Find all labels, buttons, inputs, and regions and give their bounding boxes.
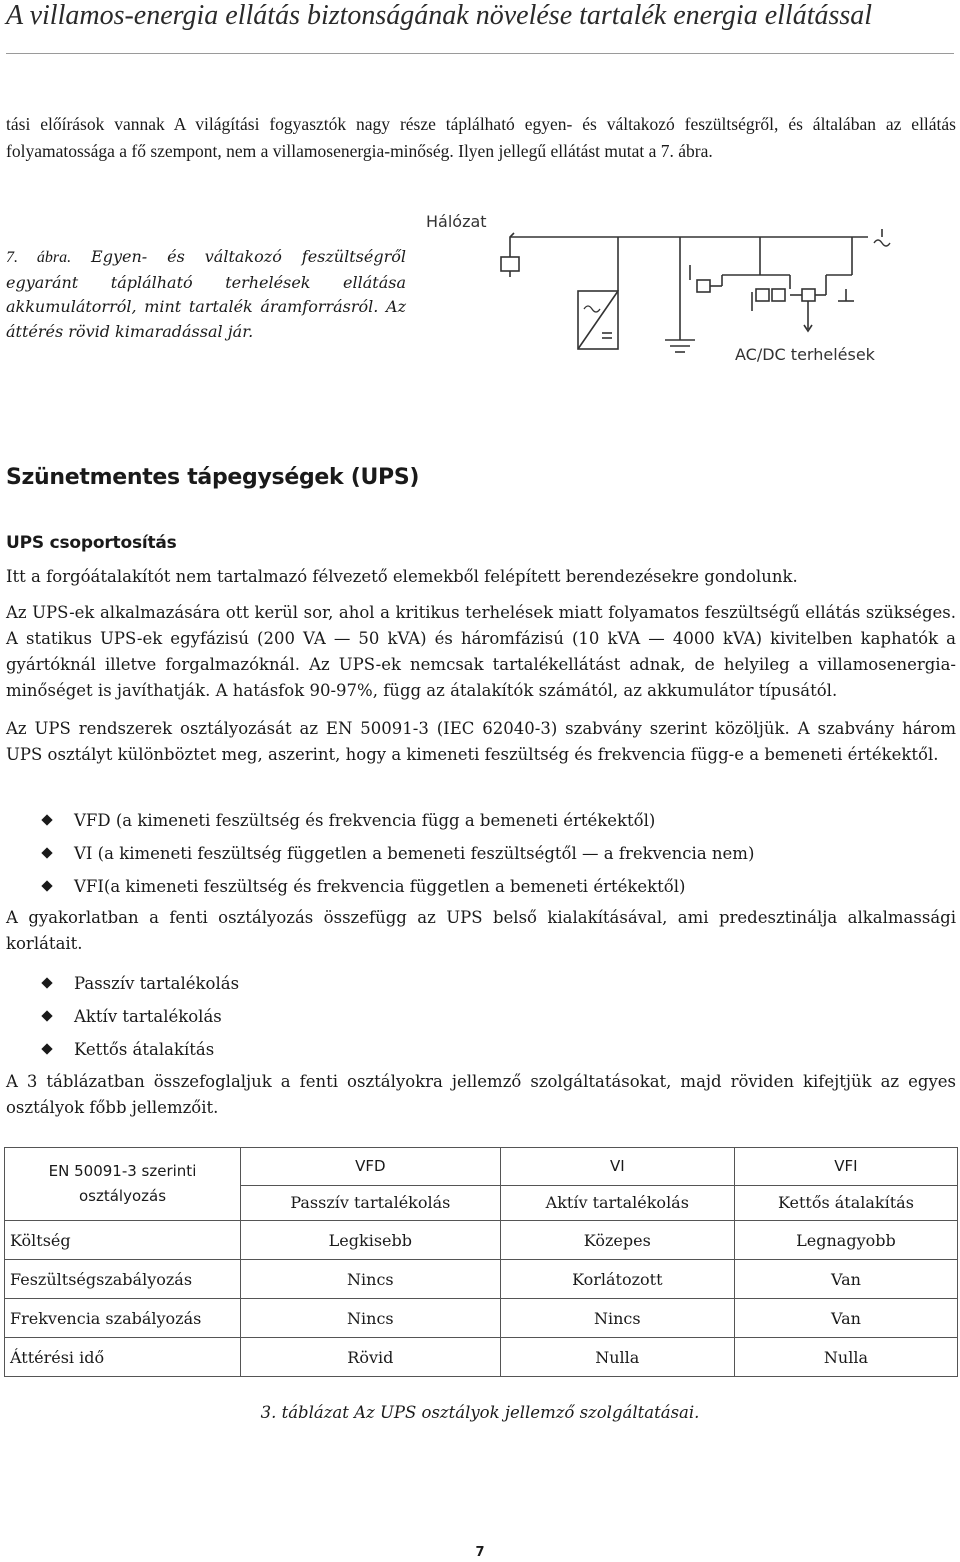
table-cell: Korlátozott (500, 1260, 734, 1299)
figure-caption (6, 245, 406, 344)
list-item-text: Passzív tartalékolás (74, 974, 240, 993)
list-item-text: VFD (a kimeneti feszültség és frekvencia függ a bemeneti értékektől) (74, 811, 656, 830)
table-row (5, 1260, 958, 1299)
table-caption: 3. táblázat Az UPS osztályok jellemző szolgáltatásai. (260, 1403, 700, 1422)
table-cell: Legnagyobb (734, 1221, 957, 1260)
paragraph-5: A 3 táblázatban összefoglaljuk a fenti osztályokra jellemző szolgáltatásokat, majd röviden kifejtjük az egyes osztályok főbb jellemzőit. (6, 1072, 956, 1117)
table-cell: Nincs (241, 1299, 501, 1338)
table-header-row (5, 1148, 958, 1186)
table-cell: Nulla (500, 1338, 734, 1377)
paragraph-3: Az UPS rendszerek osztályozását az EN 50091-3 (IEC 62040-3) szabvány szerint közöljük. A szabvány három UPS osztályt különböztet meg, aszerint, hogy a kimeneti feszültség és frekvencia függ-e a bemeneti értékektől. (6, 719, 956, 764)
table-cell: Nulla (734, 1338, 957, 1377)
list-item (6, 1004, 956, 1037)
table-cell: Legkisebb (241, 1221, 501, 1260)
circuit-lines (501, 229, 890, 352)
loads-label: AC/DC terhelések (735, 345, 875, 364)
table-header-label: EN 50091-3 szerinti osztályozás (5, 1148, 241, 1221)
list-item (6, 841, 956, 874)
table-class-header: VFI (734, 1148, 957, 1186)
table-row-label: Feszültségszabályozás (5, 1260, 241, 1299)
figure-caption-text: Egyen- és váltakozó feszültségről egyaránt táplálható terhelések ellátása akkumulátorról, mint tartalék áramforrásról. Az áttérés rövid kimaradással jár. (6, 247, 406, 341)
intro-paragraph: tási előírások vannak A világítási fogyasztók nagy része táplálható egyen- és váltakozó feszültségről, és általában az ellátás folyamatossága a fő szempont, nem a villamosenergia-minőség. Ilyen jellegű ellátást mutat a 7. ábra. (6, 114, 956, 161)
table-row (5, 1299, 958, 1338)
ups-class-table (4, 1147, 958, 1377)
list-item (6, 1037, 956, 1070)
table-mode-header: Aktív tartalékolás (500, 1185, 734, 1220)
ups-class-list (6, 808, 956, 907)
table-class-header: VI (500, 1148, 734, 1186)
table-mode-header: Passzív tartalékolás (241, 1185, 501, 1220)
table-cell: Nincs (241, 1260, 501, 1299)
table-row (5, 1221, 958, 1260)
subsection-heading: UPS csoportosítás (6, 533, 177, 553)
paragraph-4: A gyakorlatban a fenti osztályozás összefügg az UPS belső kialakításával, ami predesztinálja alkalmassági korlátait. (6, 908, 956, 953)
table-cell: Van (734, 1299, 957, 1338)
running-header-title: A villamos-energia ellátás biztonságának növelése tartalék energia ellátással (6, 0, 873, 31)
header-divider (6, 53, 954, 54)
list-item-text: Aktív tartalékolás (74, 1007, 222, 1026)
table-cell: Közepes (500, 1221, 734, 1260)
bullet-icon (41, 1043, 52, 1054)
ups-type-list (6, 971, 956, 1070)
section-heading: Szünetmentes tápegységek (UPS) (6, 465, 420, 490)
bullet-icon (41, 880, 52, 891)
paragraph-1: Itt a forgóátalakítót nem tartalmazó félvezető elemekből felépített berendezésekre gondolunk. (6, 567, 798, 586)
table-cell: Rövid (241, 1338, 501, 1377)
table-cell: Nincs (500, 1299, 734, 1338)
list-item-text: VI (a kimeneti feszültség független a bemeneti feszültségtől — a frekvencia nem) (74, 844, 755, 863)
circuit-diagram (426, 205, 910, 375)
bullet-icon (41, 1010, 52, 1021)
diagram-labels (426, 212, 876, 364)
figure-label: 7. ábra. (6, 249, 72, 266)
list-item (6, 808, 956, 841)
network-label: Hálózat (426, 212, 487, 231)
table-row-label: Frekvencia szabályozás (5, 1299, 241, 1338)
bullet-icon (41, 847, 52, 858)
list-item (6, 971, 956, 1004)
table-class-header: VFD (241, 1148, 501, 1186)
paragraph-2: Az UPS-ek alkalmazására ott kerül sor, ahol a kritikus terhelések miatt folyamatos feszültségű ellátás szükséges. A statikus UPS-ek egyfázisú (200 VA — 50 kVA) és háromfázisú (10 kVA — 4000 kVA) kivitelben kaphatók a gyártóknál illetve forgalmazóknál. Az UPS-ek nemcsak tartalékellátást adnak, de helyileg a villamosenergia-minőséget is javíthatják. A hatásfok 90-97%, függ az átalakítók számától, az akkumulátor típusától. (6, 603, 956, 700)
table-cell: Van (734, 1260, 957, 1299)
list-item-text: VFI(a kimeneti feszültség és frekvencia független a bemeneti értékektől) (74, 877, 686, 896)
table-row (5, 1338, 958, 1377)
page-number: 7 (475, 1545, 485, 1560)
list-item-text: Kettős átalakítás (74, 1040, 215, 1059)
list-item (6, 874, 956, 907)
bullet-icon (41, 814, 52, 825)
bullet-icon (41, 977, 52, 988)
table-row-label: Áttérési idő (5, 1338, 241, 1377)
table-mode-header: Kettős átalakítás (734, 1185, 957, 1220)
table-row-label: Költség (5, 1221, 241, 1260)
